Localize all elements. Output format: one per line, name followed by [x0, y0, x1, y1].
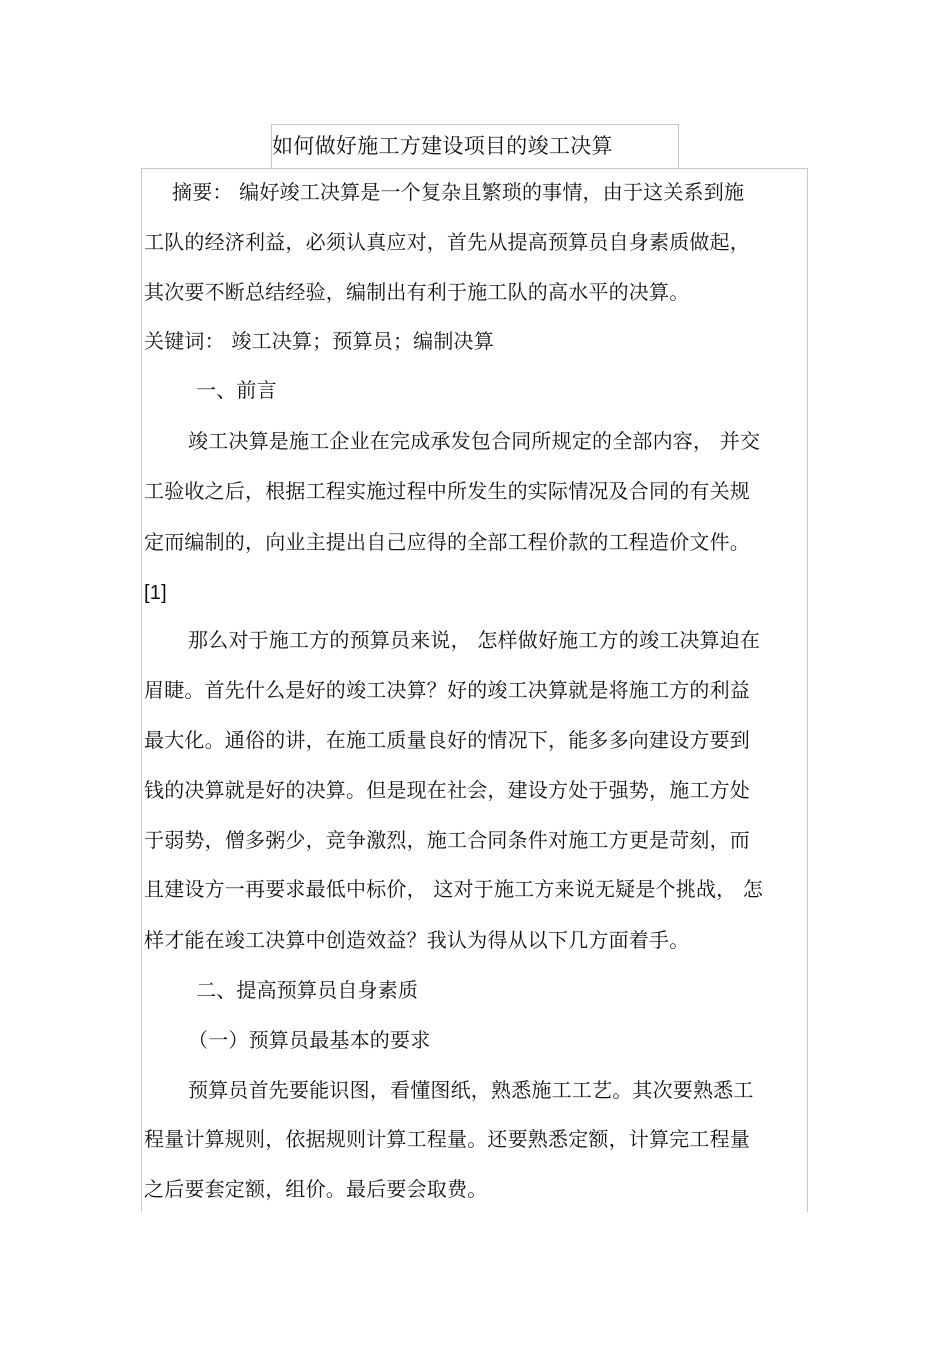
paragraph-line: 之后要套定额，组价。最后要会取费。 [144, 1177, 488, 1201]
paragraph-line: 竣工决算是施工企业在完成承发包合同所规定的全部内容， 并交 [188, 429, 761, 453]
paragraph-line: 定而编制的，向业主提出自己应得的全部工程价款的工程造价文件。 [144, 530, 750, 554]
paragraph-line: 程量计算规则，依据规则计算工程量。还要熟悉定额，计算完工程量 [144, 1127, 750, 1151]
paragraph-line: 样才能在竣工决算中创造效益？我认为得从以下几方面着手。 [144, 928, 690, 952]
paragraph-line: 最大化。通俗的讲，在施工质量良好的情况下，能多多向建设方要到 [144, 728, 750, 752]
abstract-line-2: 工队的经济利益，必须认真应对，首先从提高预算员自身素质做起， [144, 230, 750, 254]
document-title: 如何做好施工方建设项目的竣工决算 [272, 134, 613, 158]
section-heading-2: 二、提高预算员自身素质 [196, 978, 419, 1002]
subsection-heading-1: （一）预算员最基本的要求 [188, 1028, 431, 1052]
paragraph-line: 于弱势，僧多粥少，竞争激烈，施工合同条件对施工方更是苛刻，而 [144, 828, 750, 852]
keywords-line: 关键词： 竣工决算；预算员；编制决算 [144, 329, 494, 353]
paragraph-line: 眉睫。首先什么是好的竣工决算？好的竣工决算就是将施工方的利益 [144, 678, 750, 702]
paragraph-line: 且建设方一再要求最低中标价， 这对于施工方来说无疑是个挑战， 怎 [144, 877, 764, 901]
abstract-line-1: 摘要： 编好竣工决算是一个复杂且繁琐的事情，由于这关系到施 [172, 180, 745, 204]
section-heading-1: 一、前言 [196, 378, 277, 402]
abstract-line-3: 其次要不断总结经验，编制出有利于施工队的高水平的决算。 [144, 280, 690, 304]
paragraph-line: 钱的决算就是好的决算。但是现在社会，建设方处于强势，施工方处 [144, 778, 750, 802]
paragraph-line: 那么对于施工方的预算员来说， 怎样做好施工方的竣工决算迫在 [188, 628, 761, 652]
paragraph-line: 工验收之后，根据工程实施过程中所发生的实际情况及合同的有关规 [144, 479, 750, 503]
paragraph-line: 预算员首先要能识图，看懂图纸，熟悉施工工艺。其次要熟悉工 [188, 1078, 754, 1102]
reference-marker: [1] [144, 582, 167, 604]
